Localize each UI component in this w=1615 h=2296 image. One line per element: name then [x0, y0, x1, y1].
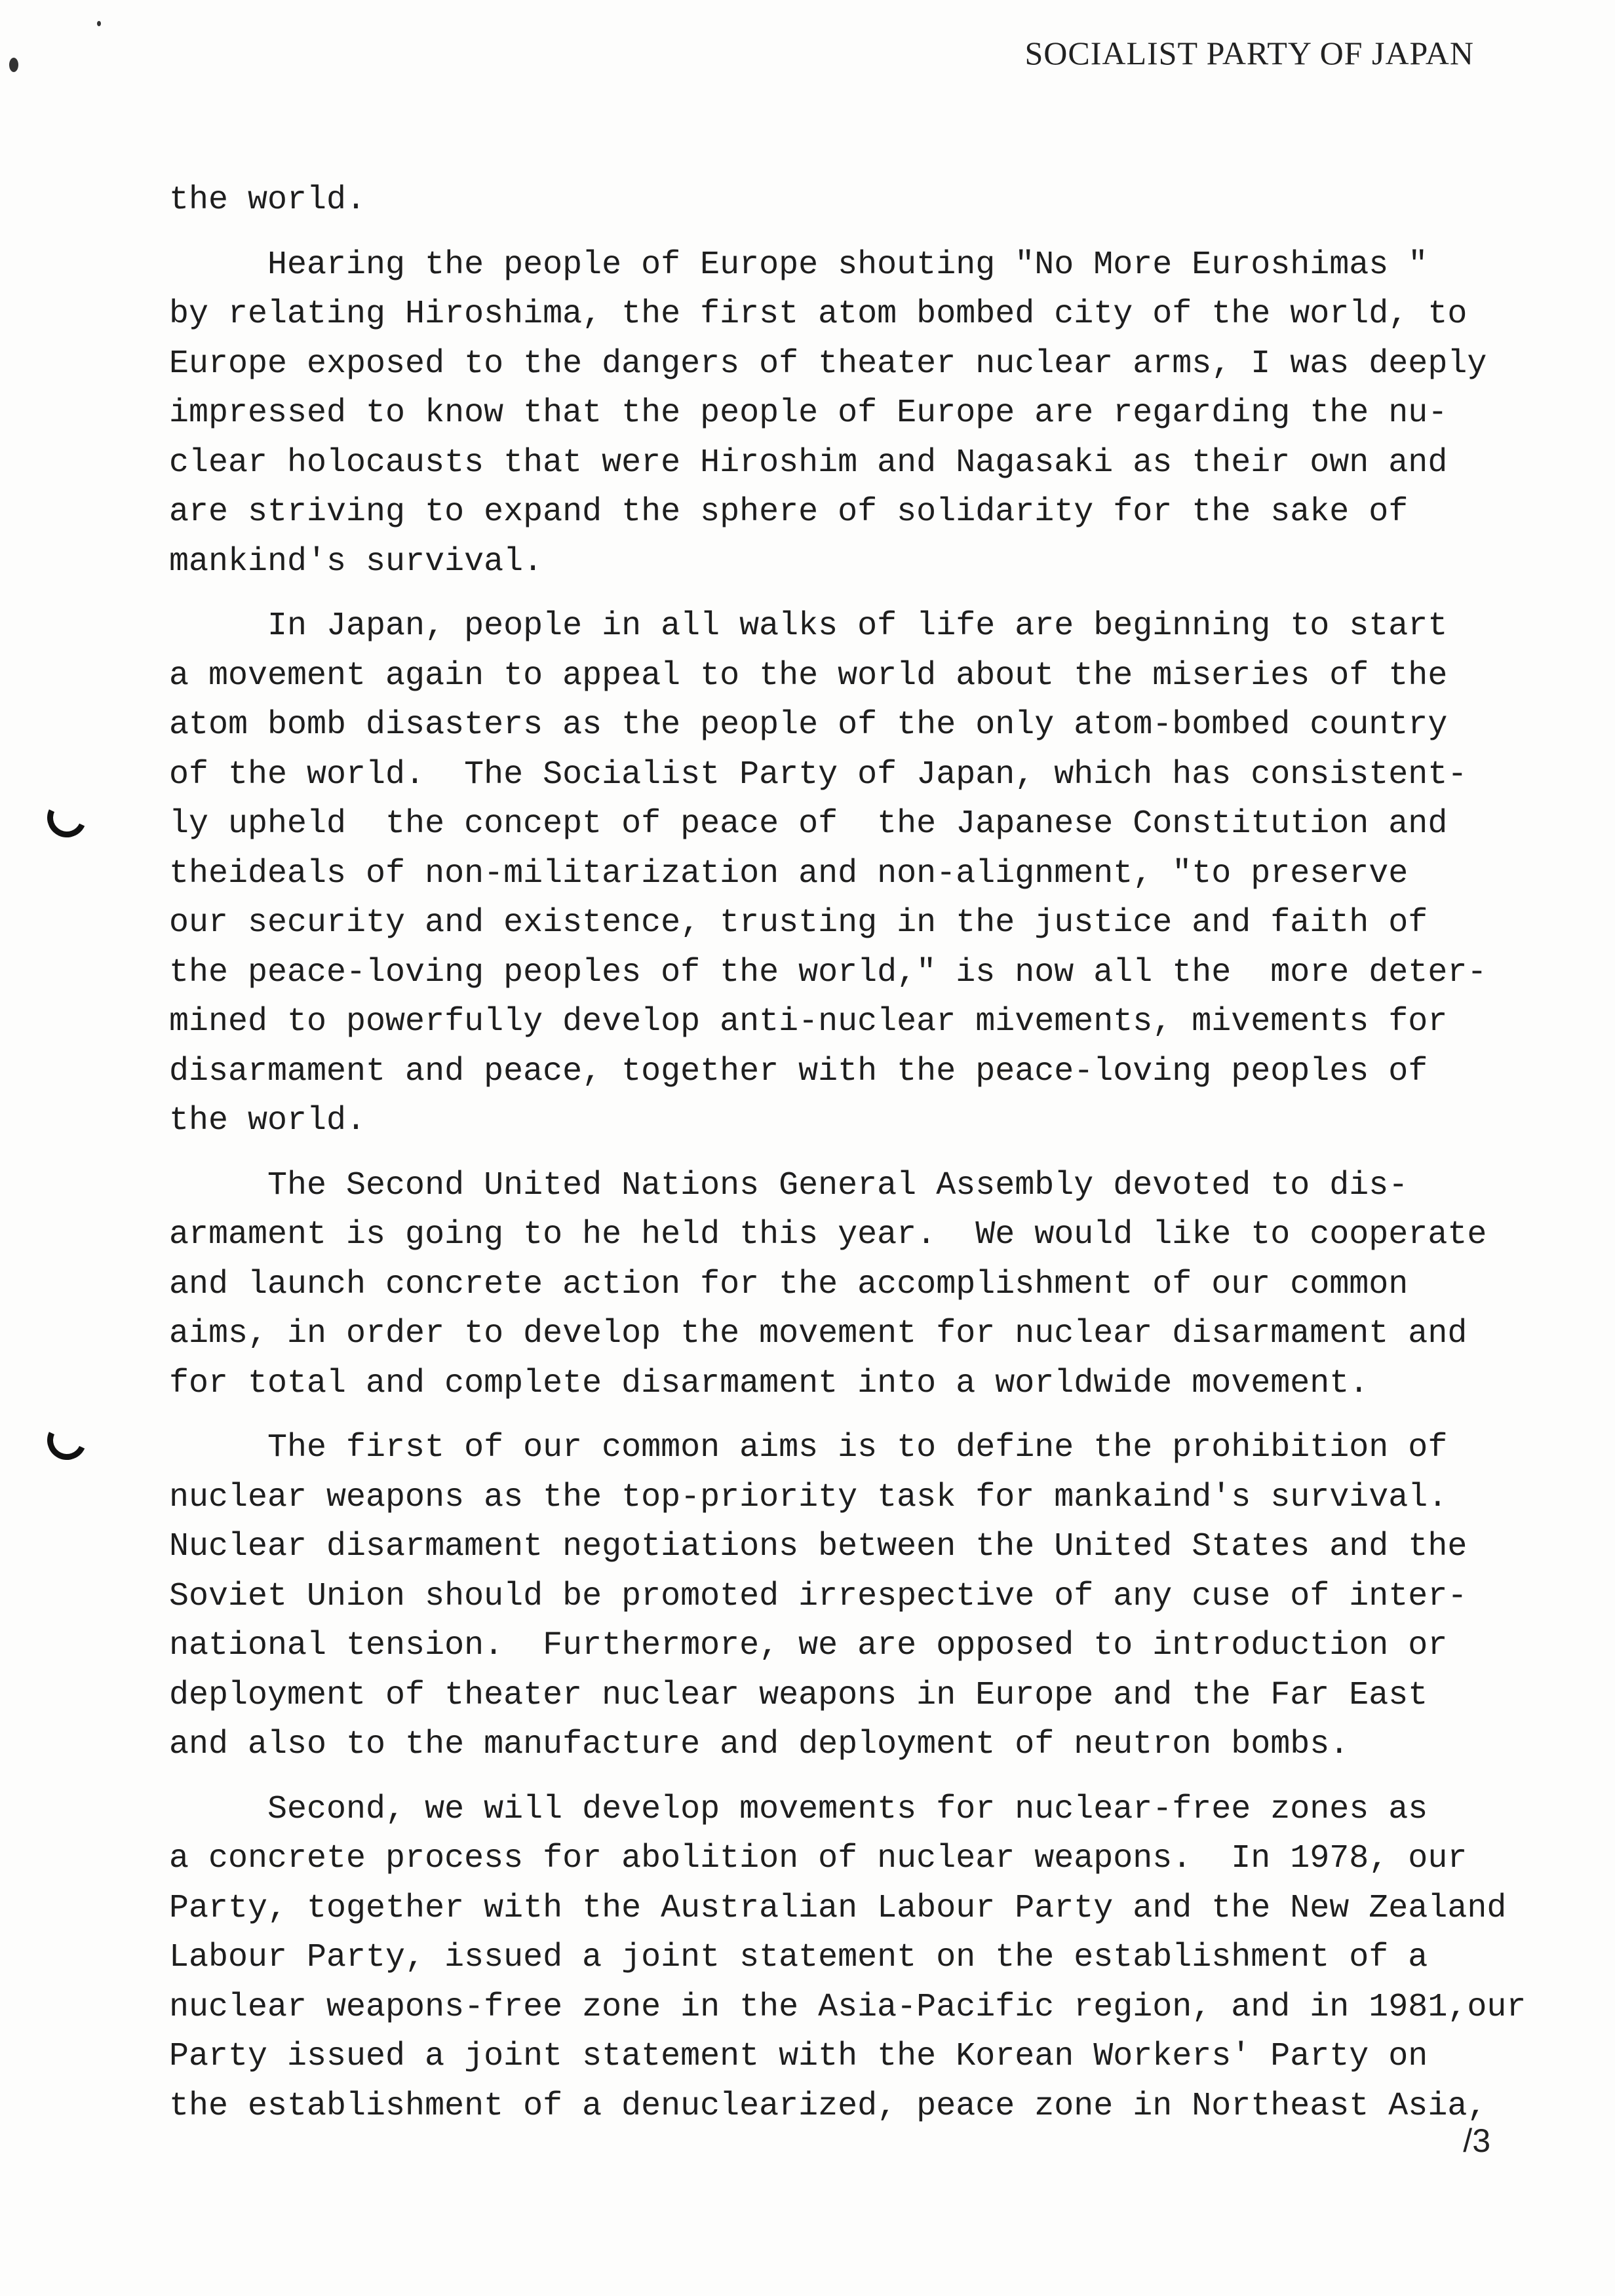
text-line: mined to powerfully develop anti-nuclear mivements, mivements for [169, 1003, 1448, 1041]
text-line: nuclear weapons-free zone in the Asia-Pacific region, and in 1981,our [169, 1988, 1527, 2026]
text-line: Europe exposed to the dangers of theater nuclear arms, I was deeply [169, 345, 1487, 383]
text-line: a movement again to appeal to the world about the miseries of the [169, 657, 1448, 695]
text-line: The Second United Nations General Assembly devoted to dis- [169, 1166, 1409, 1204]
paragraph [169, 240, 1519, 587]
text-line: national tension. Furthermore, we are opposed to introduction or [169, 1627, 1448, 1664]
text-line: The first of our common aims is to define the prohibition of [169, 1429, 1448, 1466]
text-line: impressed to know that the people of Europe are regarding the nu- [169, 394, 1448, 432]
text-line: deployment of theater nuclear weapons in Europe and the Far East [169, 1676, 1428, 1714]
text-line: Nuclear disarmament negotiations between the United States and the [169, 1528, 1468, 1565]
page-header: SOCIALIST PARTY OF JAPAN [1024, 35, 1474, 71]
text-line: atom bomb disasters as the people of the only atom-bombed country [169, 706, 1448, 744]
text-line: aims, in order to develop the movement for nuclear disarmament and [169, 1315, 1468, 1352]
text-line: armament is going to he held this year. We would like to cooperate [169, 1216, 1487, 1253]
text-line: nuclear weapons as the top-priority task for mankaind's survival. [169, 1478, 1448, 1516]
paragraph [169, 1161, 1519, 1409]
paragraph [169, 1785, 1527, 2132]
scan-speck [9, 58, 18, 72]
punch-hole-mark [42, 1415, 92, 1466]
text-line: ly upheld the concept of peace of the Japanese Constitution and [169, 805, 1448, 843]
text-line: by relating Hiroshima, the first atom bombed city of the world, to [169, 296, 1468, 333]
text-line: a concrete process for abolition of nuclear weapons. In 1978, our [169, 1840, 1468, 1877]
punch-hole-mark [42, 793, 92, 843]
text-line: the peace-loving peoples of the world," is now all the more deter- [169, 953, 1487, 991]
text-line: and also to the manufacture and deployment of neutron bombs. [169, 1726, 1350, 1763]
text-line: In Japan, people in all walks of life are beginning to start [169, 607, 1448, 645]
text-line: clear holocausts that were Hiroshim and Nagasaki as their own and [169, 444, 1448, 482]
text-line: and launch concrete action for the accomplishment of our common [169, 1265, 1409, 1303]
text-line: theideals of non-militarization and non-alignment, "to preserve [169, 854, 1409, 892]
text-line: Second, we will develop movements for nuclear-free zones as [169, 1790, 1428, 1828]
paragraph [169, 602, 1519, 1146]
text-line: mankind's survival. [169, 543, 543, 581]
text-line: disarmament and peace, together with the peace-loving peoples of [169, 1052, 1428, 1090]
text-line: the world. [169, 182, 366, 219]
scan-speck [97, 21, 101, 26]
text-line: Hearing the people of Europe shouting "No More Euroshimas " [169, 246, 1428, 284]
text-line: Party, together with the Australian Labour Party and the New Zealand [169, 1889, 1507, 1927]
text-line: the world. [169, 1102, 366, 1139]
paragraph [169, 1423, 1519, 1770]
paragraph [169, 176, 1519, 225]
text-line: Party issued a joint statement with the Korean Workers' Party on [169, 2038, 1428, 2075]
text-line: are striving to expand the sphere of solidarity for the sake of [169, 493, 1409, 531]
page-number: /3 [1463, 2122, 1490, 2159]
text-line: Soviet Union should be promoted irrespective of any cuse of inter- [169, 1577, 1468, 1615]
text-line: our security and existence, trusting in the justice and faith of [169, 904, 1428, 942]
text-line: Labour Party, issued a joint statement on the establishment of a [169, 1939, 1428, 1976]
text-line: for total and complete disarmament into a worldwide movement. [169, 1364, 1369, 1402]
text-line: of the world. The Socialist Party of Japan, which has consistent- [169, 756, 1468, 794]
text-line: the establishment of a denuclearized, peace zone in Northeast Asia, [169, 2087, 1487, 2125]
body-text [169, 176, 1527, 2146]
